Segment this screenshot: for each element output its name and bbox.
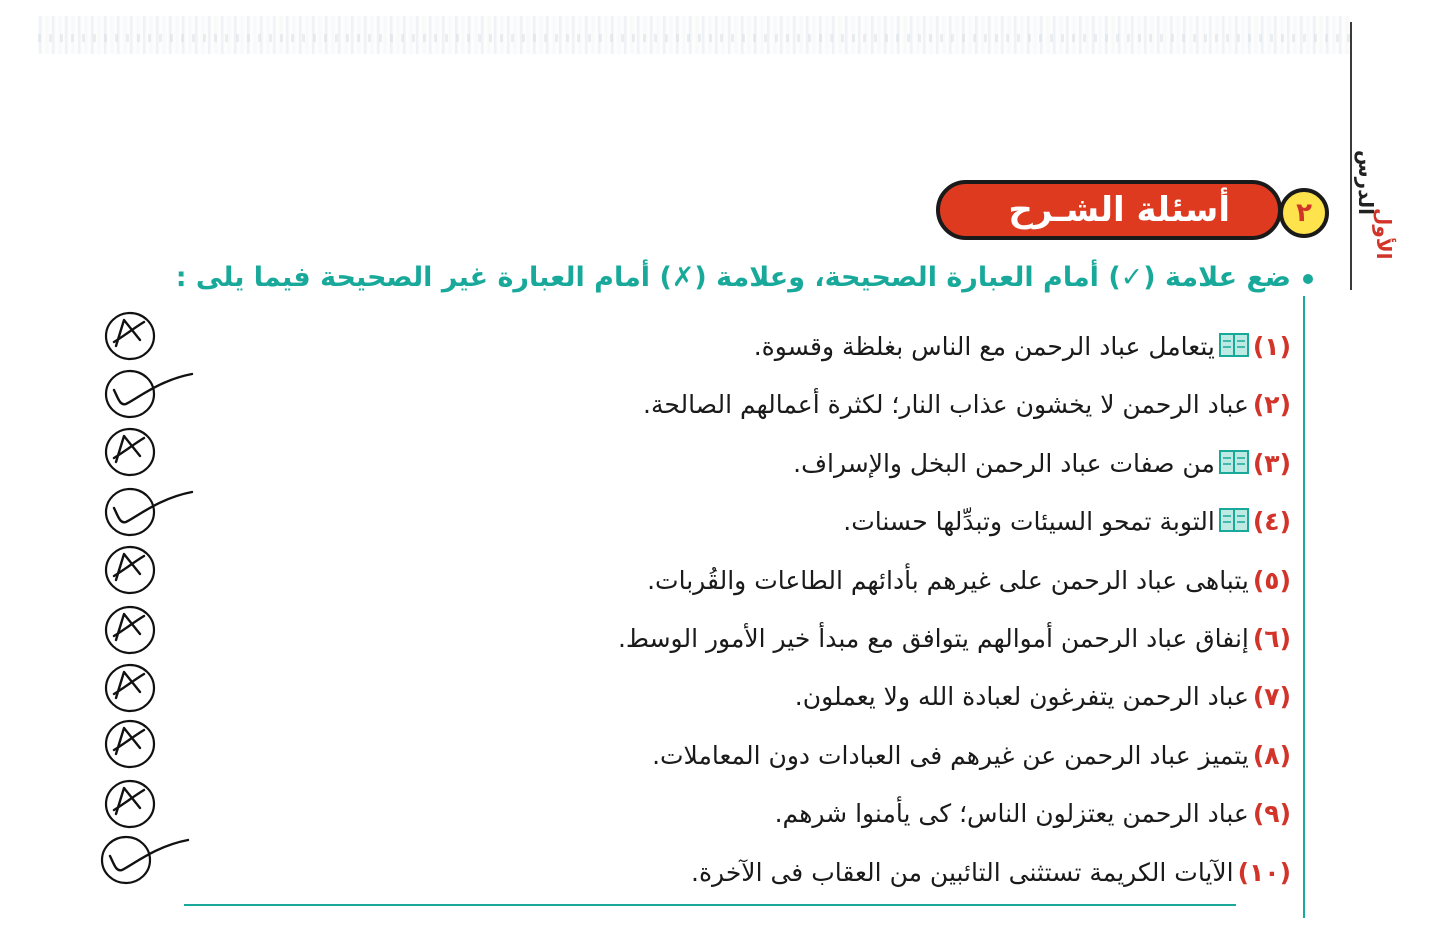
statement-text: الآيات الكريمة تستثنى التائبين من العقاب فى الآخرة. <box>691 857 1234 887</box>
book-icon <box>1219 332 1249 358</box>
scan-noise-strip <box>38 16 1350 54</box>
answer-x-mark <box>100 774 200 834</box>
answer-x-mark <box>100 540 200 600</box>
statement-text: عباد الرحمن لا يخشون عذاب النار؛ لكثرة أعمالهم الصالحة. <box>643 390 1249 420</box>
statement-list <box>291 322 1291 906</box>
statement-text: يتعامل عباد الرحمن مع الناس بغلظة وقسوة. <box>753 332 1215 361</box>
statement-text: التوبة تمحو السيئات وتبدِّلها حسنات. <box>843 507 1215 537</box>
margin-rule <box>1350 22 1352 290</box>
statement-number: (٩) <box>1252 799 1291 829</box>
answer-check-mark <box>100 364 200 424</box>
statement-item <box>291 731 1291 789</box>
instruction-text: ضع علامة (✓) أمام العبارة الصحيحة، وعلامة (✗) أمام العبارة غير الصحيحة فيما يلى : <box>175 262 1291 293</box>
book-icon <box>1219 449 1249 475</box>
section-number-badge: ٢ <box>1279 188 1329 238</box>
answer-x-mark <box>100 658 200 718</box>
statement-number: (١٠) <box>1237 857 1291 887</box>
statement-text: يتميز عباد الرحمن عن غيرهم فى العبادات دون المعاملات. <box>652 740 1249 770</box>
answer-check-mark <box>96 830 196 890</box>
statement-item <box>291 556 1291 614</box>
statement-item <box>291 789 1291 847</box>
statement-number: (٣) <box>1252 448 1291 478</box>
answer-check-mark <box>100 482 200 542</box>
statement-number: (٢) <box>1252 390 1291 420</box>
statement-text: يتباهى عباد الرحمن على غيرهم بأدائهم الطاعات والقُربات. <box>647 565 1249 595</box>
statement-item <box>291 439 1291 497</box>
statement-item <box>291 322 1291 380</box>
instruction-line <box>176 262 1313 293</box>
bullet-dot <box>1303 274 1313 284</box>
book-icon <box>1219 507 1249 533</box>
statement-item <box>291 848 1291 906</box>
statement-text: عباد الرحمن يتفرغون لعبادة الله ولا يعملون. <box>794 682 1249 712</box>
statement-item <box>291 672 1291 730</box>
statement-number: (٥) <box>1252 565 1291 595</box>
statement-text: إنفاق عباد الرحمن أموالهم يتوافق مع مبدأ خير الأمور الوسط. <box>617 623 1249 653</box>
side-lesson-label <box>1354 150 1396 290</box>
answer-x-mark <box>100 600 200 660</box>
statement-text: من صفات عباد الرحمن البخل والإسراف. <box>793 448 1215 478</box>
answer-x-mark <box>100 422 200 482</box>
statement-item <box>291 614 1291 672</box>
statement-item <box>291 380 1291 438</box>
answer-x-mark <box>100 714 200 774</box>
items-vertical-rule <box>1303 296 1305 918</box>
statement-text: عباد الرحمن يعتزلون الناس؛ كى يأمنوا شرهم. <box>774 799 1249 829</box>
lesson-word: الدرس <box>1354 150 1378 216</box>
section-title: أسئلة الشـرح <box>1008 190 1230 230</box>
statement-number: (٨) <box>1252 740 1291 770</box>
handwritten-answers <box>90 300 200 900</box>
statement-item <box>291 497 1291 555</box>
section-title-banner <box>936 180 1282 240</box>
answer-x-mark <box>100 306 200 366</box>
statement-number: (٧) <box>1252 682 1291 712</box>
statement-number: (١) <box>1252 332 1291 361</box>
statement-number: (٤) <box>1252 507 1291 537</box>
lesson-number: الأول <box>1372 208 1396 260</box>
statement-number: (٦) <box>1252 623 1291 653</box>
